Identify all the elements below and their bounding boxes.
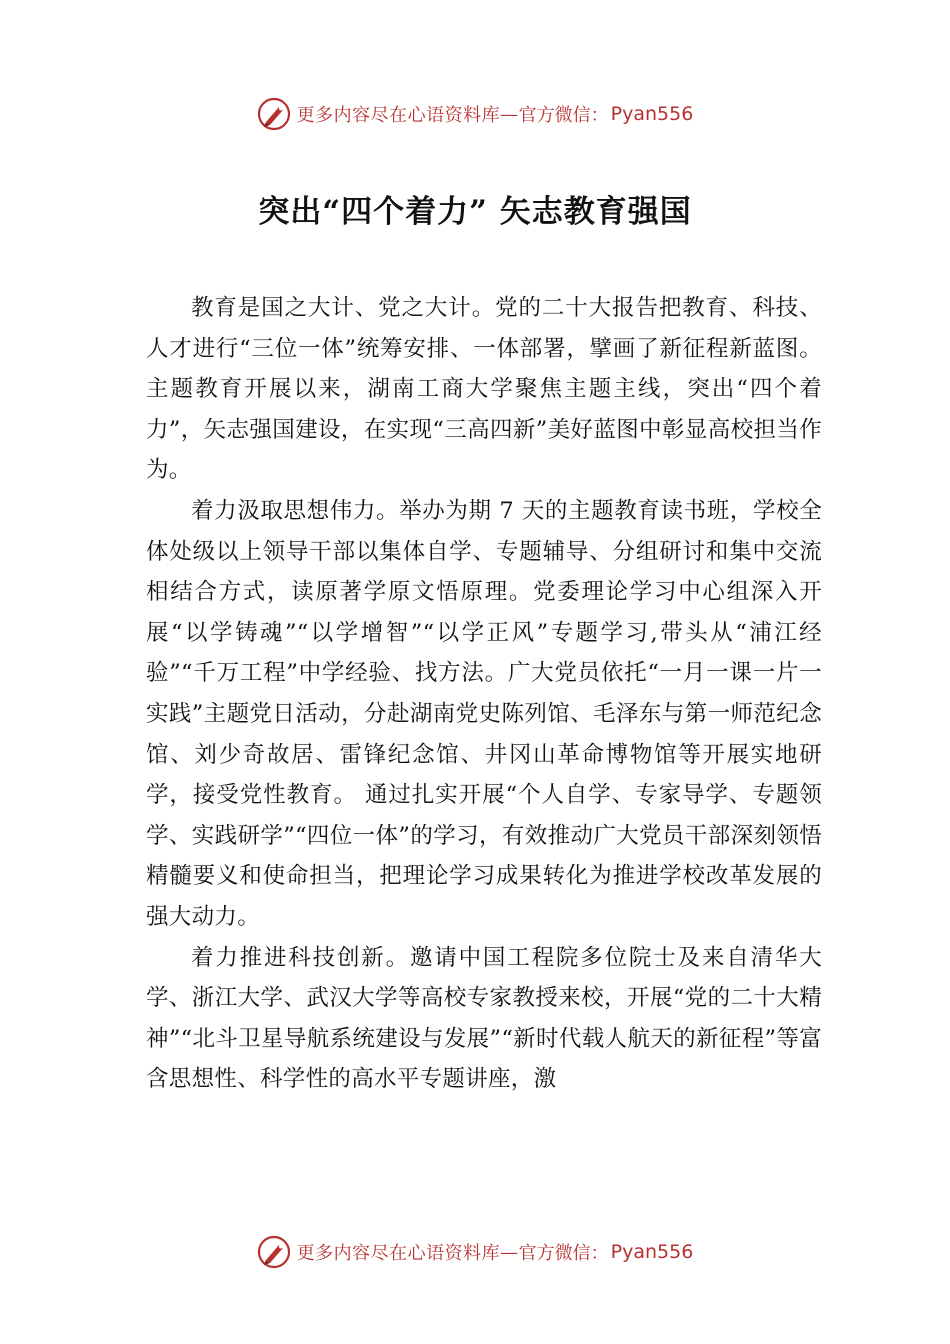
pen-logo-icon (257, 97, 291, 131)
header-separator: — (500, 103, 519, 125)
pen-logo-icon (257, 1235, 291, 1269)
paragraph: 着力汲取思想伟力。举办为期 7 天的主题教育读书班，学校全体处级以上领导干部以集体自学、专题辅导、分组研讨和集中交流相结合方式，读原著学原文悟原理。党委理论学习中心组深入开展“以学铸魂”“以学增智”“以学正风”专题学习,带头从“浦江经验”“千万工程”中学经验、找方法。广大党员依托“一月一课一片一实践”主题党日活动，分赴湖南党史陈列馆、毛泽东与第一师范纪念馆、刘少奇故居、雷锋纪念馆、井冈山革命博物馆等开展实地研学，接受党性教育。 通过扎实开展“个人自学、专家导学、专题领学、实践研学”“四位一体”的学习，有效推动广大党员干部深刻领悟精髓要义和使命担当，把理论学习成果转化为推进学校改革发展的强大动力。 (146, 497, 822, 930)
footer-banner (0, 1232, 950, 1272)
footer-wechat-id: Pyan556 (610, 1241, 694, 1263)
header-banner (0, 94, 950, 134)
footer-brand-text: 更多内容尽在心语资料库 (296, 1243, 501, 1264)
document-body (146, 288, 822, 1100)
footer-wechat-label: 官方微信： (518, 1243, 609, 1264)
header-wechat-id: Pyan556 (610, 103, 694, 125)
paragraph: 着力推进科技创新。邀请中国工程院多位院士及来自清华大学、浙江大学、武汉大学等高校专家教授来校，开展“党的二十大精神”“北斗卫星导航系统建设与发展”“新时代载人航天的新征程”等富含思想性、科学性的高水平专题讲座，激 (146, 944, 822, 1093)
footer-separator: — (500, 1241, 519, 1263)
header-wechat-label: 官方微信： (518, 105, 609, 126)
document-title: 突出“四个着力” 矢志教育强国 (258, 194, 692, 230)
paragraph: 教育是国之大计、党之大计。党的二十大报告把教育、科技、人才进行“三位一体”统筹安排、一体部署，擘画了新征程新蓝图。主题教育开展以来，湖南工商大学聚焦主题主线，突出“四个着力”，矢志强国建设，在实现“三高四新”美好蓝图中彰显高校担当作为。 (146, 295, 822, 484)
header-brand-text: 更多内容尽在心语资料库 (296, 105, 501, 126)
